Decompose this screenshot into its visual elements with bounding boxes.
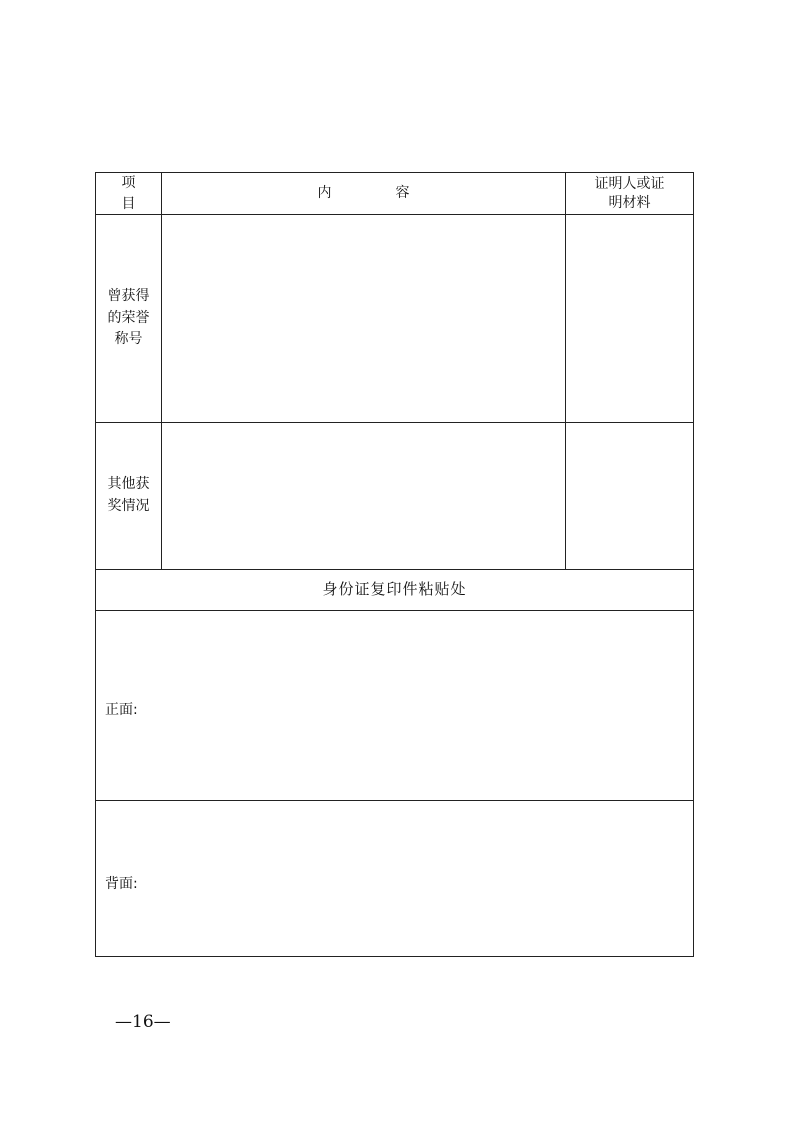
header-proof-cell (566, 173, 693, 214)
id-card-back-label: 背面: (105, 876, 138, 892)
honor-title-label: 曾获得的荣誉称号 (107, 287, 150, 348)
header-item-cell (96, 173, 162, 214)
id-card-title-cell (96, 570, 693, 610)
id-card-back-area[interactable] (96, 801, 693, 956)
header-content-cell (162, 173, 566, 214)
page-number: —16— (115, 1012, 171, 1032)
other-awards-content-field[interactable] (162, 423, 566, 569)
other-awards-label-cell (96, 423, 162, 569)
header-content-label: 内容 (317, 185, 474, 202)
table-row (96, 423, 693, 570)
id-card-section-header (96, 570, 693, 611)
other-awards-proof-field[interactable] (566, 423, 693, 569)
id-card-front-area[interactable] (96, 611, 693, 801)
application-form-table (95, 172, 694, 957)
header-item-label: 项目 (121, 175, 150, 212)
table-header-row (96, 173, 693, 215)
id-card-title: 身份证复印件粘贴处 (322, 580, 467, 599)
honor-title-content-field[interactable] (162, 215, 566, 422)
honor-title-proof-field[interactable] (566, 215, 693, 422)
honor-title-label-cell (96, 215, 162, 422)
id-card-front-label: 正面: (105, 702, 138, 718)
table-row (96, 215, 693, 423)
other-awards-label: 其他获奖情况 (107, 476, 150, 514)
header-proof-label: 证明人或证明材料 (594, 175, 665, 211)
